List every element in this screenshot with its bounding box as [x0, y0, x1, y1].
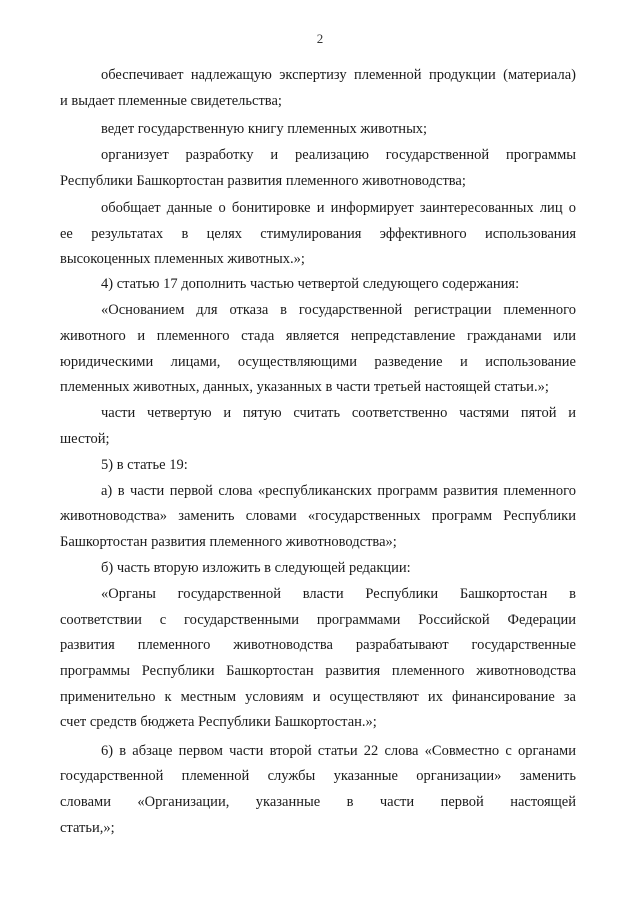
text-line: и выдает племенные свидетельства; — [60, 93, 282, 109]
text-line: Башкортостан развития племенного животноводства»; — [60, 534, 397, 550]
text-line: ведет государственную книгу племенных животных; — [101, 121, 428, 137]
text-line: 4) статью 17 дополнить частью четвертой следующего содержания: — [101, 276, 520, 292]
text-line: обобщает данные о бонитировке и информирует заинтересованных лиц о — [101, 200, 576, 216]
text-line: ее результатах в целях стимулирования эффективного использования — [60, 226, 576, 242]
text-line: «Основанием для отказа в государственной регистрации племенного — [101, 302, 576, 318]
text-line: «Органы государственной власти Республики Башкортостан в — [101, 586, 576, 602]
text-line: животного и племенного стада является непредставление гражданами или — [60, 328, 576, 344]
text-line: 5) в статье 19: — [101, 457, 188, 473]
text-line: животноводства» заменить словами «государственных программ Республики — [60, 508, 576, 524]
text-line: племенных животных, данных, указанных в части третьей настоящей статьи.»; — [60, 379, 549, 395]
text-line: 6) в абзаце первом части второй статьи 22 слова «Совместно с органами — [101, 743, 576, 759]
text-line: шестой; — [60, 431, 110, 447]
text-line: высокоценных племенных животных.»; — [60, 251, 305, 267]
text-line: обеспечивает надлежащую экспертизу племенной продукции (материала) — [101, 67, 576, 83]
text-line: части четвертую и пятую считать соответственно частями пятой и — [101, 405, 576, 421]
text-line: Республики Башкортостан развития племенного животноводства; — [60, 173, 466, 189]
page-number: 2 — [316, 31, 324, 46]
text-line: программы Республики Башкортостан развития племенного животноводства — [60, 663, 576, 679]
text-line: словами «Организации, указанные в части первой настоящей — [60, 794, 576, 810]
text-line: организует разработку и реализацию государственной программы — [101, 147, 576, 163]
text-line: развития племенного животноводства разрабатывают государственные — [60, 637, 576, 653]
text-line: соответствии с государственными программами Российской Федерации — [60, 612, 576, 628]
text-line: статьи,»; — [60, 820, 115, 836]
text-line: юридическими лицами, осуществляющими разведение и использование — [60, 354, 576, 370]
text-line: а) в части первой слова «республиканских программ развития племенного — [101, 483, 576, 499]
text-line: счет средств бюджета Республики Башкортостан.»; — [60, 714, 377, 730]
text-line: государственной племенной службы указанные организации» заменить — [60, 768, 576, 784]
text-line: применительно к местным условиям и осуществляют их финансирование за — [60, 689, 576, 705]
text-line: б) часть вторую изложить в следующей редакции: — [101, 560, 411, 576]
